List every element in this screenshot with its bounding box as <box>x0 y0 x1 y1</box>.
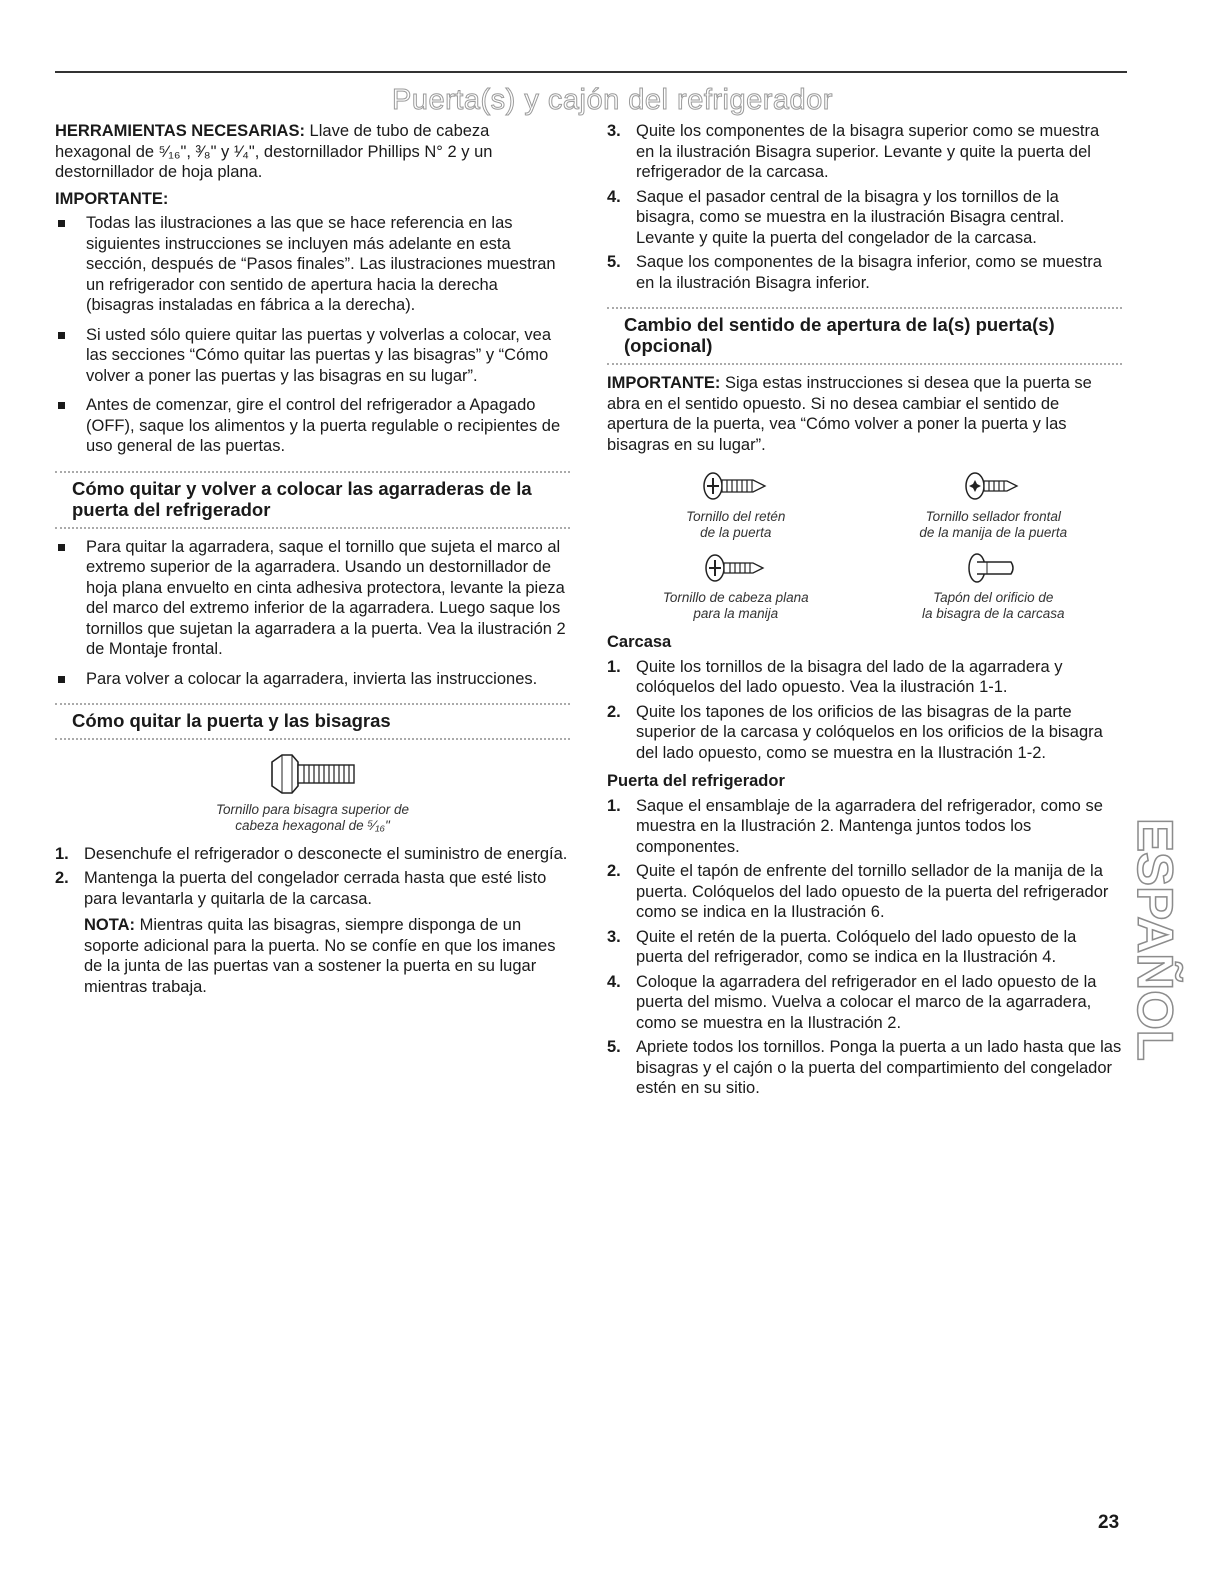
left-column <box>55 121 570 1001</box>
refrigerator-door-heading: Puerta del refrigerador <box>607 772 785 790</box>
carcasa-heading: Carcasa <box>607 633 672 651</box>
part-handle-seal-screw <box>865 469 1123 541</box>
step-item <box>607 972 1122 1034</box>
step-number: 2. <box>607 862 621 880</box>
step-number: 1. <box>607 796 621 815</box>
important-label: IMPORTANTE: <box>55 189 169 208</box>
step-item <box>607 861 1122 923</box>
step-number: 4. <box>607 187 621 206</box>
step-text: Saque el ensamblaje de la agarradera del refrigerador, como se muestra en la Ilustración 2. Mantenga juntos todos los componentes. <box>636 796 1103 856</box>
section-header-handles <box>55 471 570 529</box>
step-text: Desenchufe el refrigerador o desconecte el suministro de energía. <box>84 844 568 863</box>
step-item <box>607 657 1122 698</box>
step-text: Saque el pasador central de la bisagra y los tornillos de la bisagra, como se muestra en la ilustración Bisagra central. Levante y quite la puerta del congelador de la carcasa. <box>636 187 1065 247</box>
step-text: Quite el retén de la puerta. Colóquelo del lado opuesto de la puerta del refrigerador, como se indica en la Ilustración 4. <box>636 927 1077 966</box>
step-text: Coloque la agarradera del refrigerador en el lado opuesto de la puerta del mismo. Vuelva a colocar el marco de la agarradera, como se muestra en la Ilustración 2. <box>636 972 1097 1032</box>
part-hinge-hole-plug <box>865 551 1123 623</box>
bullet-square-icon <box>58 220 65 227</box>
note-paragraph <box>55 915 570 997</box>
step-item <box>607 121 1122 183</box>
caption-line: para la manija <box>693 606 779 621</box>
bullet-text: Para volver a colocar la agarradera, invierta las instrucciones. <box>86 669 538 688</box>
section-title: Cómo quitar y volver a colocar las agarraderas de la puerta del refrigerador <box>72 477 532 520</box>
step-item <box>55 868 570 909</box>
language-side-tab <box>1118 818 1188 1063</box>
section-header-reverse-doors <box>607 307 1122 365</box>
flat-head-screw-icon <box>703 551 769 585</box>
list-item <box>55 537 570 660</box>
bullet-square-icon <box>58 402 65 409</box>
important-label: IMPORTANTE: <box>607 374 721 392</box>
hex-bolt-icon <box>268 752 358 796</box>
step-number: 5. <box>607 253 621 271</box>
step-text: Saque los componentes de la bisagra inferior, como se muestra en la ilustración Bisagra inferior. <box>636 253 1102 292</box>
bullet-text: Si usted sólo quiere quitar las puertas y volverlas a colocar, vea las secciones “Cómo quitar las puertas y las bisagras” y “Cómo volver a poner las puertas y las bisagras en su lugar”. <box>86 325 551 385</box>
step-text: Apriete todos los tornillos. Ponga la puerta a un lado hasta que las bisagras y el cajón o la puerta del compartimiento del congelador estén en su sitio. <box>636 1038 1122 1097</box>
part-flat-head-screw <box>607 551 865 623</box>
tools-text: Llave de tubo de cabeza hexagonal de ⁵⁄₁₆", ³⁄₈" y ¹⁄₄", destornillador Phillips N° 2 y un destornillador de hoja plana. <box>55 122 493 181</box>
phillips-screw-icon <box>701 469 771 503</box>
section-title: Cómo quitar la puerta y las bisagras <box>72 710 391 731</box>
important-paragraph <box>607 373 1122 455</box>
bullet-text: Antes de comenzar, gire el control del refrigerador a Apagado (OFF), saque los alimentos y la puerta regulable o recipientes de uso general de las puertas. <box>86 396 561 455</box>
tools-paragraph <box>55 121 570 183</box>
step-number: 2. <box>55 869 69 887</box>
page-number: 23 <box>1098 1512 1120 1533</box>
caption-line: cabeza hexagonal de ⁵⁄₁₆" <box>235 817 390 833</box>
list-item <box>55 325 570 387</box>
step-number: 3. <box>607 122 621 140</box>
step-number: 1. <box>607 657 621 676</box>
bullet-square-icon <box>58 676 65 683</box>
note-label: NOTA: <box>84 916 136 934</box>
step-number: 1. <box>55 844 69 863</box>
list-item <box>55 395 570 457</box>
step-text: Quite el tapón de enfrente del tornillo sellador de la manija de la puerta. Colóquelos del lado opuesto de la puerta del refrigerador como se indica en la Ilustración 6. <box>636 862 1109 921</box>
list-item <box>55 213 570 316</box>
step-number: 3. <box>607 927 621 946</box>
part-caption <box>865 590 1123 622</box>
right-column <box>607 121 1122 1103</box>
step-number: 5. <box>607 1038 621 1056</box>
caption-line: Tornillo del retén <box>686 508 786 524</box>
part-caption <box>607 509 865 541</box>
tools-label: HERRAMIENTAS NECESARIAS: <box>55 122 305 140</box>
caption-line: Tornillo sellador frontal <box>925 508 1061 524</box>
section-header-door-hinges <box>55 703 570 740</box>
top-rule <box>55 71 1127 73</box>
torx-screw-icon <box>963 469 1023 503</box>
bullet-square-icon <box>58 544 65 551</box>
caption-line: Tornillo para bisagra superior de <box>215 801 410 817</box>
page-title: Puerta(s) y cajón del refrigerador <box>392 84 833 116</box>
step-item <box>607 187 1122 249</box>
step-number: 2. <box>607 702 621 721</box>
side-tab-text: ESPAÑOL <box>1127 818 1183 1056</box>
caption-line: de la manija de la puerta <box>919 524 1068 540</box>
bullet-text: Todas las ilustraciones a las que se hace referencia en las siguientes instrucciones se incluyen más adelante en esta sección, después de “Pasos finales”. Las ilustraciones muestran un refrigerador con sentido de apertura hacia la derecha (bisagras instaladas en fábrica a la derecha). <box>86 214 556 314</box>
bullet-text: Para quitar la agarradera, saque el tornillo que sujeta el marco al extremo superior de la agarradera. Usando un destornillador de hoja plana envuelto en cinta adhesiva protectora, levante la pieza del marco del extremo inferior de la agarradera. Luego saque los tornillos que sujetan la agarradera a la puerta. Vea la ilustración 2 de Montaje frontal. <box>86 537 566 658</box>
parts-grid <box>607 469 1122 622</box>
list-item <box>55 669 570 690</box>
step-item <box>607 702 1122 764</box>
step-item <box>607 252 1122 293</box>
important-text: Siga estas instrucciones si desea que la puerta se abra en el sentido opuesto. Si no desea cambiar el sentido de apertura de la puerta, vea “Cómo volver a poner la puerta y las bisagras en su lugar”. <box>607 374 1092 454</box>
step-item <box>607 927 1122 968</box>
step-text: Quite los tapones de los orificios de las bisagras de la parte superior de la carcasa y colóquelos en los orificios de la bisagra del lado opuesto, como se muestra en la Ilustración 1-2. <box>636 702 1103 762</box>
step-number: 4. <box>607 972 621 991</box>
part-caption <box>607 590 865 622</box>
caption-line: Tapón del orificio de <box>933 590 1054 605</box>
step-text: Quite los componentes de la bisagra superior como se muestra en la ilustración Bisagra superior. Levante y quite la puerta del refrigerador de la carcasa. <box>636 122 1100 181</box>
step-text: Quite los tornillos de la bisagra del lado de la agarradera y colóquelos del lado opuesto. Vea la ilustración 1-1. <box>636 657 1063 696</box>
part-door-stop-screw <box>607 469 865 541</box>
caption-line: de la puerta <box>700 524 772 540</box>
note-text: Mientras quita las bisagras, siempre disponga de un soporte adicional para la puerta. No se confíe en que los imanes de la junta de las puertas van a sostener la puerta en su lugar mientras trabaja. <box>84 916 556 996</box>
hex-bolt-figure <box>55 752 570 834</box>
step-item <box>607 796 1122 858</box>
hole-plug-icon <box>963 551 1023 585</box>
step-text: Mantenga la puerta del congelador cerrada hasta que esté listo para levantarla y quitarla de la carcasa. <box>84 869 547 908</box>
bullet-square-icon <box>58 332 65 339</box>
step-item <box>607 1037 1122 1099</box>
step-item <box>55 844 570 865</box>
caption-line: Tornillo de cabeza plana <box>662 590 809 605</box>
figure-caption <box>55 802 570 834</box>
section-title: Cambio del sentido de apertura de la(s) puerta(s) (opcional) <box>624 314 1055 356</box>
caption-line: la bisagra de la carcasa <box>921 606 1065 621</box>
part-caption <box>865 509 1123 541</box>
